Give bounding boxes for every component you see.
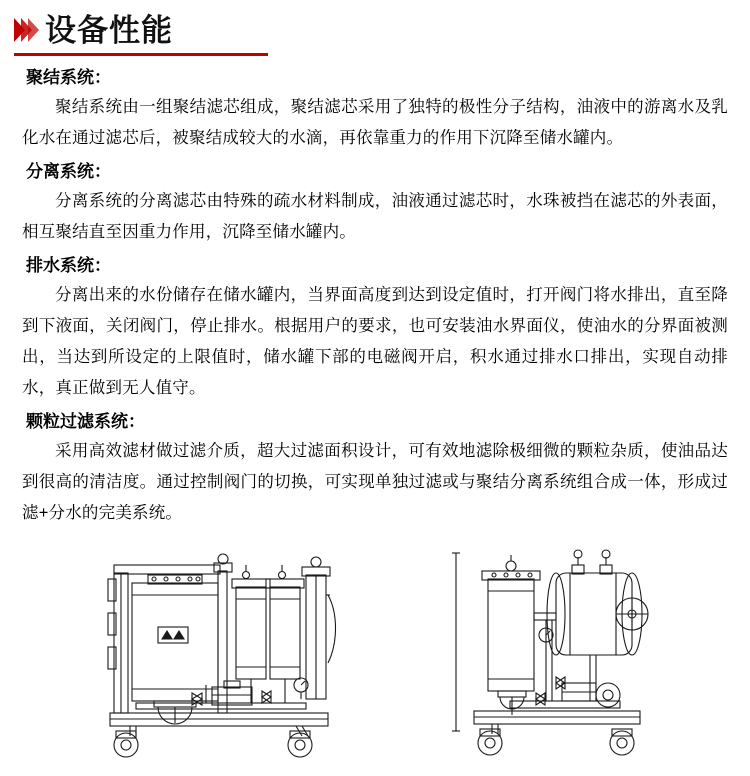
coalescing-separator-side-view-drawing <box>450 535 660 765</box>
content-body <box>0 56 750 529</box>
page-header <box>0 0 750 56</box>
section-body-particle-filtration: 采用高效滤材做过滤介质，超大过滤面积设计，可有效地滤除极细微的颗粒杂质，使油品达到很高的清洁度。通过控制阀门的切换，可实现单独过滤或与聚结分离系统组合成一体，形成过滤+分水的完美系统。 <box>22 442 728 522</box>
section-title-drainage: 排水系统： <box>26 256 111 275</box>
header-underline <box>14 53 268 56</box>
section-body-drainage: 分离出来的水份储存在储水罐内，当界面高度到达到设定值时，打开阀门将水排出，直至降到下液面，关闭阀门，停止排水。根据用户的要求，也可安装油水界面仪，使油水的分界面被测出，当达到所设定的上限值时，储水罐下部的电磁阀开启，积水通过排水口排出，实现自动排水，真正做到无人值守。 <box>22 286 728 397</box>
coalescing-separator-front-view-drawing <box>96 535 346 765</box>
triple-chevron-icon <box>14 18 35 42</box>
figure-group <box>0 535 750 765</box>
section-title-coalescing: 聚结系统： <box>26 68 111 87</box>
section-title-separating: 分离系统： <box>26 162 111 181</box>
section-body-separating: 分离系统的分离滤芯由特殊的疏水材料制成，油液通过滤芯时，水珠被挡在滤芯的外表面，相互聚结直至因重力作用，沉降至储水罐内。 <box>22 192 728 241</box>
page-title: 设备性能 <box>45 13 173 48</box>
section-title-particle-filtration: 颗粒过滤系统： <box>26 412 145 431</box>
section-body-coalescing: 聚结系统由一组聚结滤芯组成，聚结滤芯采用了独特的极性分子结构，油液中的游离水及乳化水在通过滤芯后，被聚结成较大的水滴，再依靠重力的作用下沉降至储水罐内。 <box>22 98 728 147</box>
